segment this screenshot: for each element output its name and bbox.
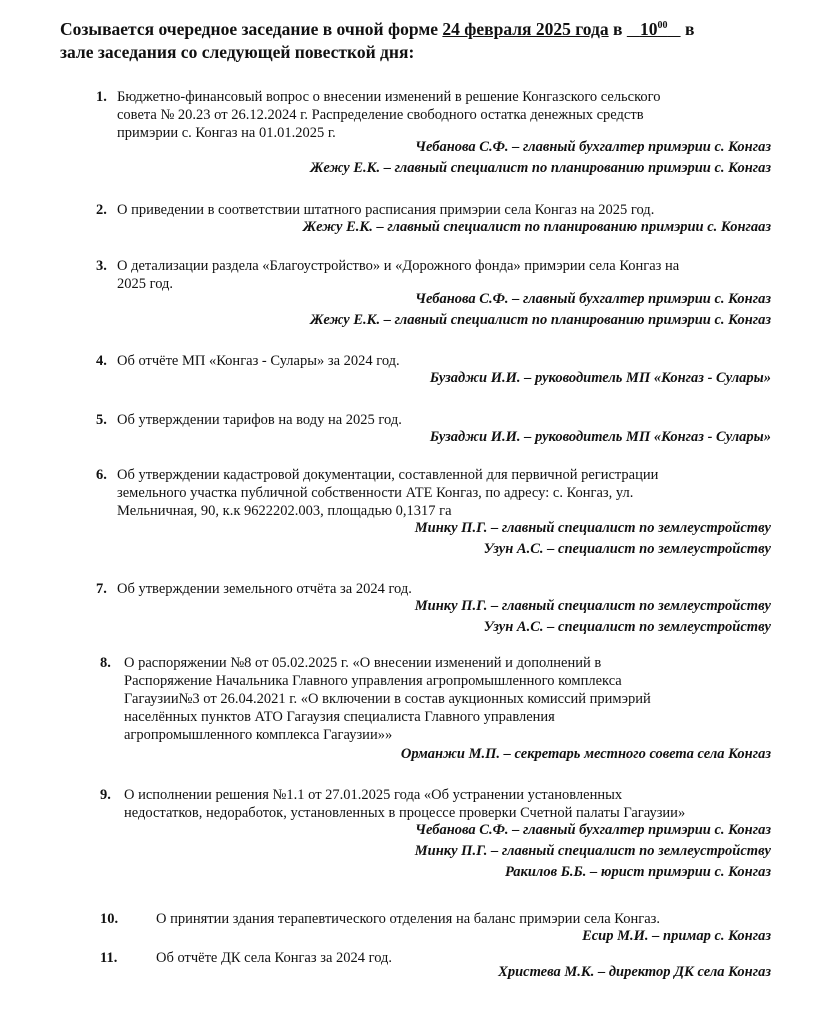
speaker-line: Узун А.С. – специалист по землеустройству — [483, 619, 771, 635]
announcement-text: в — [608, 19, 627, 39]
agenda-item-speakers — [415, 518, 771, 560]
agenda-item-number: 6. — [96, 467, 107, 483]
agenda-item-line: О принятии здания терапевтического отделения на баланс примэрии села Конгаз. — [156, 911, 660, 927]
announcement-text: в — [680, 19, 695, 39]
speaker-line: Бузаджи И.И. – руководитель МП «Конгаз - Сулары» — [429, 429, 771, 445]
speaker-line: Минку П.Г. – главный специалист по землеустройству — [414, 520, 771, 536]
agenda-item-number: 3. — [96, 258, 107, 274]
agenda-item-line: Бюджетно-финансовый вопрос о внесении изменений в решение Конгазского сельского — [117, 89, 661, 105]
agenda-item-line: Об отчёте ДК села Конгаз за 2024 год. — [156, 950, 393, 966]
agenda-item-line: О исполнении решения №1.1 от 27.01.2025 года «Об устранении установленных — [124, 787, 623, 803]
agenda-item-text — [124, 654, 651, 744]
agenda-item-line: Об отчёте МП «Конгаз - Сулары» за 2024 год. — [117, 353, 400, 369]
agenda-item-speakers — [303, 217, 771, 238]
time-minutes: 00 — [657, 20, 668, 32]
agenda-item-line: населённых пунктов АТО Гагаузия специалиста Главного управления — [124, 709, 555, 725]
agenda-item-text — [117, 411, 402, 429]
agenda-item-line: О приведении в соответствии штатного расписания примэрии села Конгаз на 2025 год. — [117, 202, 655, 218]
agenda-item-number: 11. — [100, 950, 118, 966]
agenda-item-line: О распоряжении №8 от 05.02.2025 г. «О внесении изменений и дополнений в — [124, 655, 602, 671]
agenda-item-speakers — [415, 820, 771, 883]
agenda-item-line: недостатков, недоработок, установленных в процессе проверки Счетной палаты Гагаузии» — [124, 805, 686, 821]
agenda-item-line: примэрии с. Конгаз на 01.01.2025 г. — [117, 125, 336, 141]
announcement-text: Созывается очередное заседание в очной форме — [60, 19, 443, 39]
agenda-item-line: агропромышленного комплекса Гагаузии»» — [124, 727, 393, 743]
agenda-item-speakers — [498, 962, 771, 983]
agenda-item-text — [156, 949, 392, 967]
agenda-item-line: земельного участка публичной собственности АТЕ Конгаз, по адресу: с. Конгаз, ул. — [117, 485, 634, 501]
agenda-item-line: Распоряжение Начальника Главного управления агропромышленного комплекса — [124, 673, 622, 689]
agenda-item-line: Мельничная, 90, к.к 9622202.003, площадью 0,1317 га — [117, 503, 452, 519]
announcement-line-1 — [60, 18, 780, 41]
speaker-line: Христева М.К. – директор ДК села Конгаз — [498, 964, 771, 980]
speaker-line: Орманжи М.П. – секретарь местного совета села Конгаз — [400, 746, 771, 762]
agenda-item-line: О детализации раздела «Благоустройство» и «Дорожного фонда» примэрии села Конгаз на — [117, 258, 680, 274]
agenda-item-text — [124, 786, 685, 822]
agenda-item-speakers — [582, 926, 771, 947]
agenda-item-speakers — [430, 427, 771, 448]
time-hour: 10 — [639, 19, 658, 39]
speaker-line: Жежу Е.К. – главный специалист по планированию примэрии с. Конгаз — [310, 160, 771, 176]
agenda-item-speakers — [310, 137, 771, 179]
agenda-item-line: Гагаузии№3 от 26.04.2021 г. «О включении в состав аукционных комиссий примэрий — [124, 691, 651, 707]
speaker-line: Чебанова С.Ф. – главный бухгалтер примэрии с. Конгаз — [415, 291, 771, 307]
agenda-item-text — [117, 580, 412, 598]
meeting-time — [627, 19, 681, 39]
speaker-line: Чебанова С.Ф. – главный бухгалтер примэрии с. Конгаз — [415, 822, 771, 838]
speaker-line: Бузаджи И.И. – руководитель МП «Конгаз - Сулары» — [429, 370, 771, 386]
agenda-item-number: 8. — [100, 655, 111, 671]
agenda-item-speakers — [310, 289, 771, 331]
agenda-item-line: Об утверждении кадастровой документации, составленной для первичной регистрации — [117, 467, 659, 483]
agenda-item-speakers — [401, 744, 771, 765]
meeting-announcement — [60, 18, 780, 64]
agenda-item-speakers — [430, 368, 771, 389]
speaker-line: Жежу Е.К. – главный специалист по планированию примэрии с. Конгаз — [310, 312, 771, 328]
agenda-item-number: 1. — [96, 89, 107, 105]
agenda-item-number: 9. — [100, 787, 111, 803]
agenda-item-text — [117, 466, 658, 520]
announcement-line-2: зале заседания со следующей повесткой дня: — [60, 42, 415, 62]
agenda-item-number: 10. — [100, 911, 119, 927]
agenda-item-number: 5. — [96, 412, 107, 428]
speaker-line: Минку П.Г. – главный специалист по землеустройству — [414, 843, 771, 859]
agenda-item-text — [117, 88, 661, 142]
speaker-line: Минку П.Г. – главный специалист по землеустройству — [414, 598, 771, 614]
agenda-item-text — [117, 352, 400, 370]
agenda-item-number: 7. — [96, 581, 107, 597]
agenda-item-number: 4. — [96, 353, 107, 369]
speaker-line: Чебанова С.Ф. – главный бухгалтер примэрии с. Конгаз — [415, 139, 771, 155]
agenda-item-line: Об утверждении земельного отчёта за 2024 год. — [117, 581, 412, 597]
agenda-item-line: 2025 год. — [117, 276, 174, 292]
agenda-item-text — [117, 257, 679, 293]
agenda-item-number: 2. — [96, 202, 107, 218]
agenda-item-line: Об утверждении тарифов на воду на 2025 год. — [117, 412, 402, 428]
meeting-date: 24 февраля 2025 года — [442, 19, 609, 39]
speaker-line: Узун А.С. – специалист по землеустройству — [483, 541, 771, 557]
agenda-item-line: совета № 20.23 от 26.12.2024 г. Распределение свободного остатка денежных средств — [117, 107, 644, 123]
agenda-item-speakers — [415, 596, 771, 638]
speaker-line: Жежу Е.К. – главный специалист по планированию примэрии с. Конгааз — [302, 219, 771, 235]
speaker-line: Ракилов Б.Б. – юрист примэрии с. Конгаз — [504, 864, 771, 880]
speaker-line: Есир М.И. – примар с. Конгаз — [582, 928, 771, 944]
